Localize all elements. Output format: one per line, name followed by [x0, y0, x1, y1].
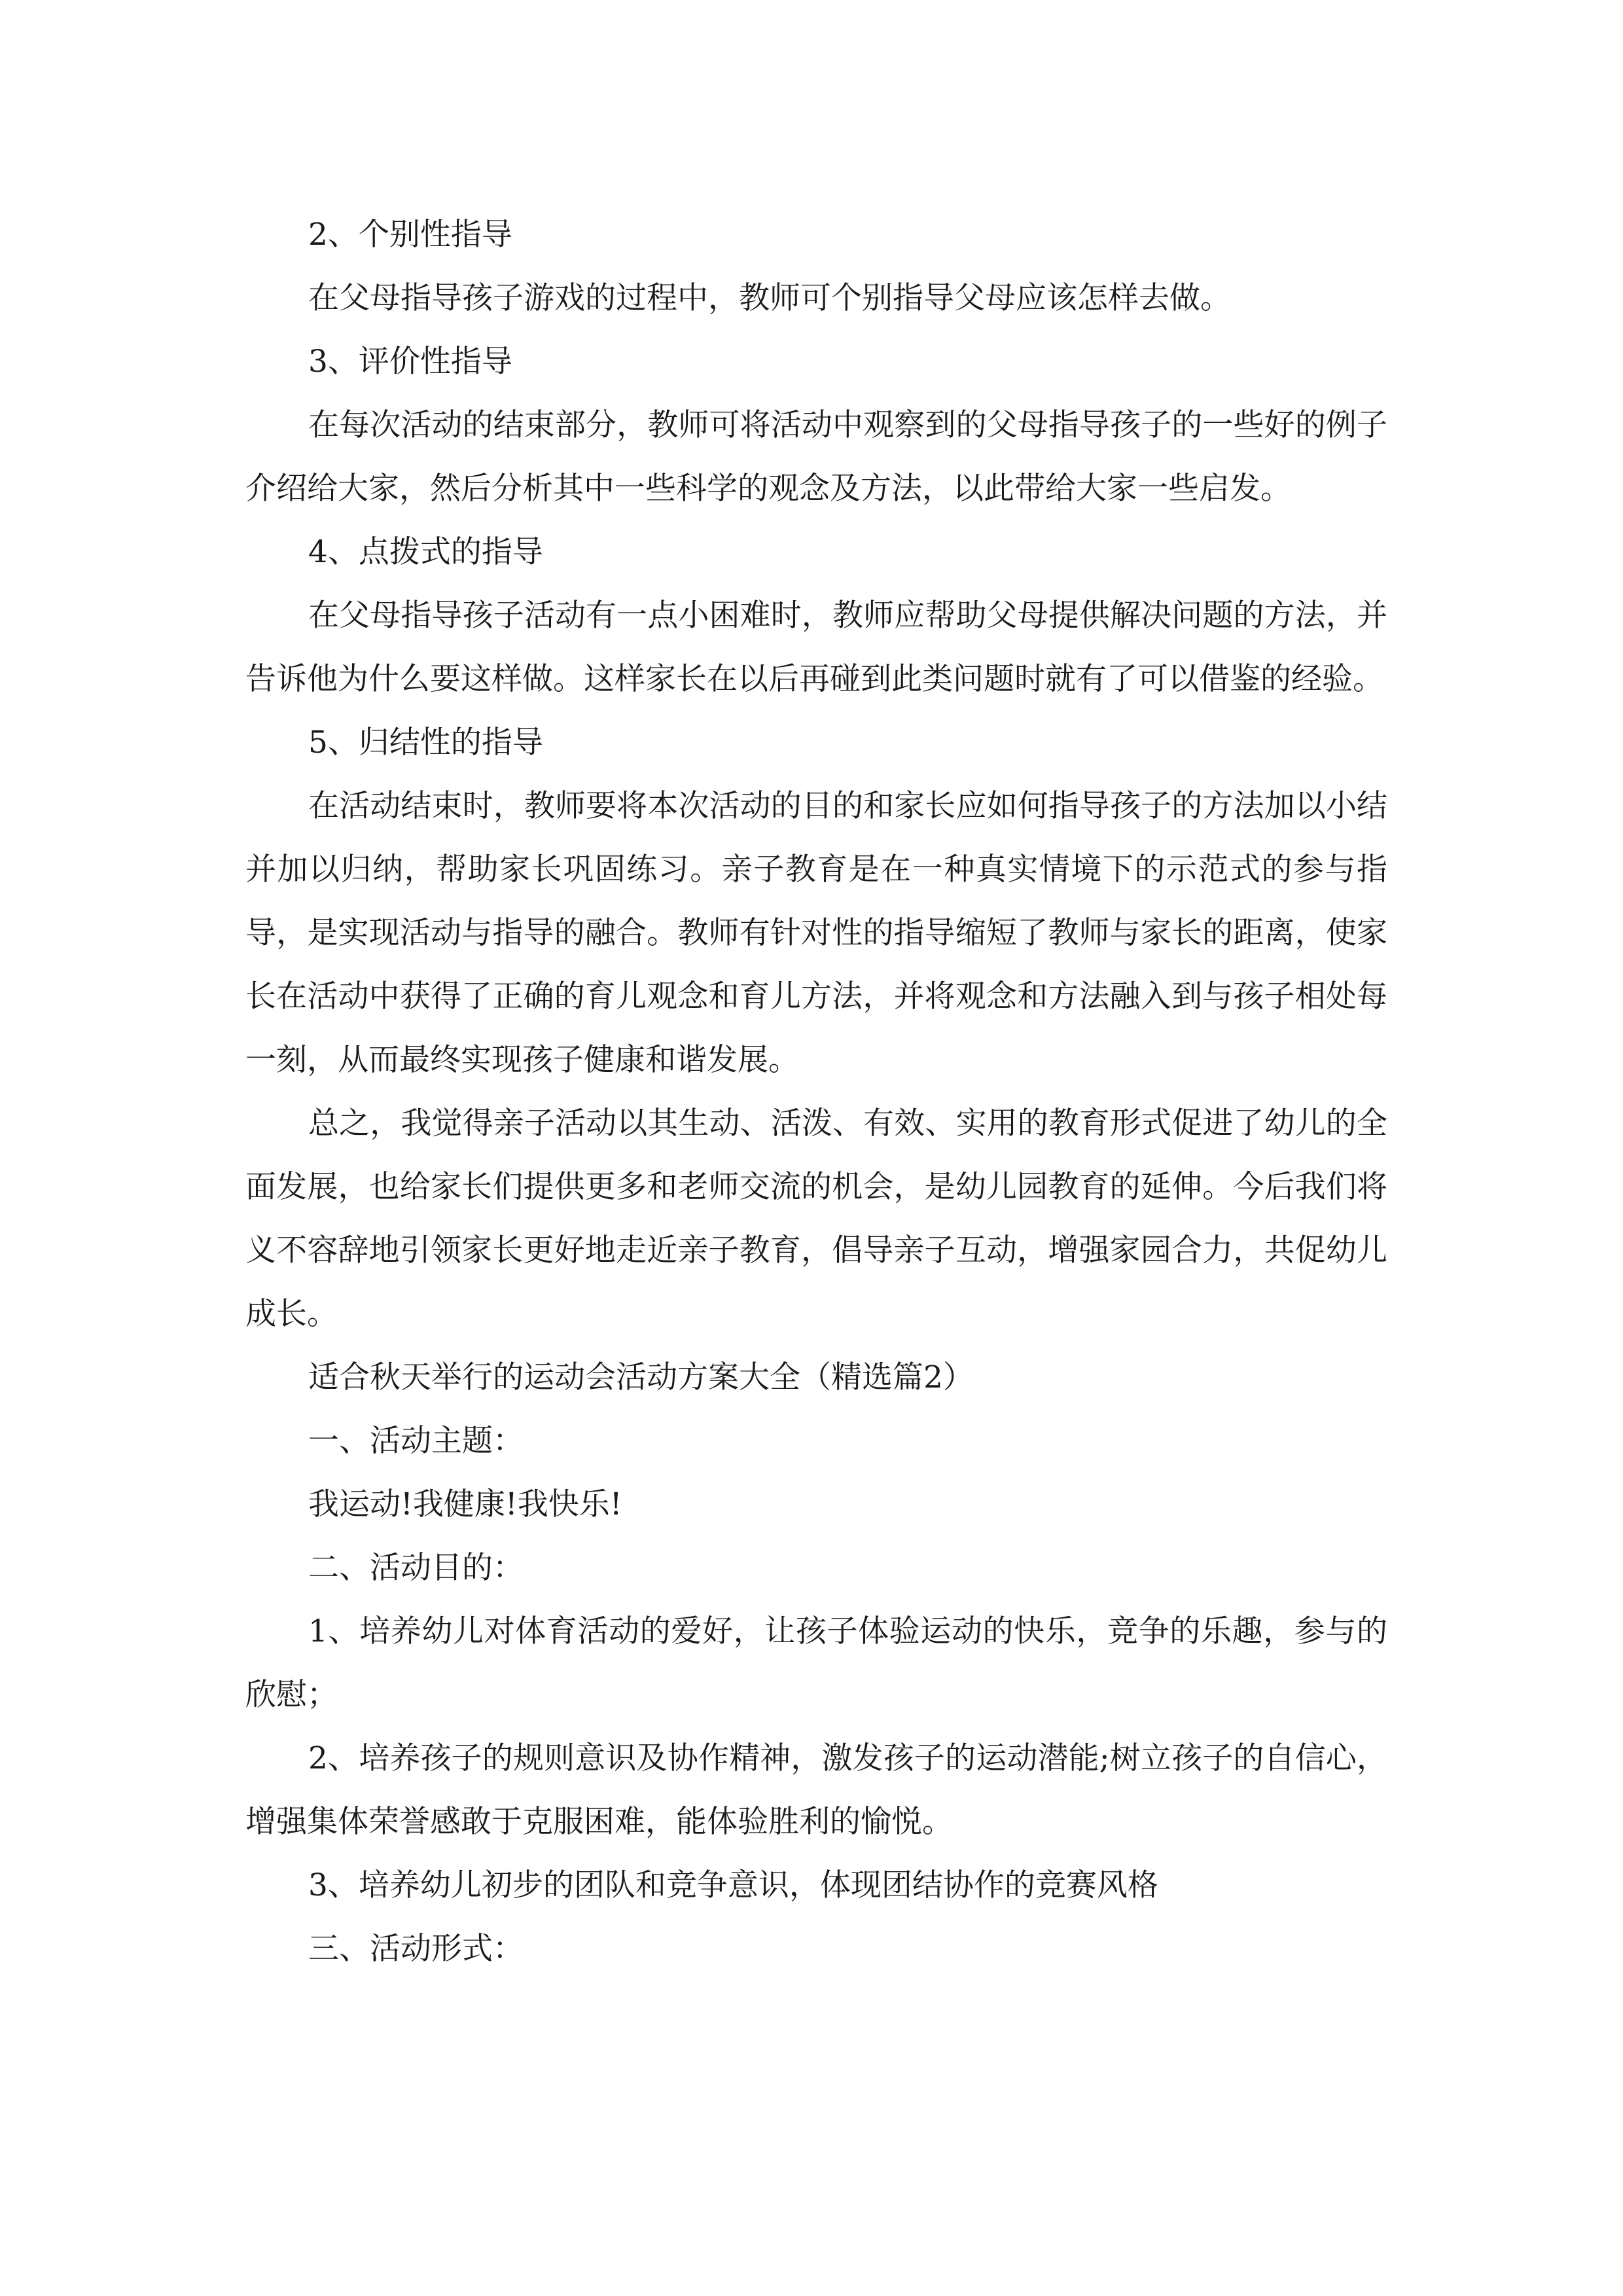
section-heading-activity-form: 三、活动形式：: [308, 1931, 524, 1967]
section-heading-activity-theme: 一、活动主题：: [308, 1423, 524, 1459]
purpose-item-2: 2、培养孩子的规则意识及协作精神，激发孩子的运动潜能;树立孩子的自信心，增强集体荣誉感敢于克服困难，能体验胜利的愉悦。: [245, 1740, 1387, 1840]
body-paragraph: 在父母指导孩子游戏的过程中，教师可个别指导父母应该怎样去做。: [308, 280, 1231, 316]
section-heading-individual-guidance: 2、个别性指导: [308, 217, 512, 253]
purpose-item-1: 1、培养幼儿对体育活动的爱好，让孩子体验运动的快乐，竞争的乐趣，参与的欣慰；: [245, 1613, 1387, 1713]
body-paragraph: 在父母指导孩子活动有一点小困难时，教师应帮助父母提供解决问题的方法，并告诉他为什么要这样做。这样家长在以后再碰到此类问题时就有了可以借鉴的经验。: [245, 598, 1387, 697]
section-heading-activity-purpose: 二、活动目的：: [308, 1550, 524, 1586]
body-paragraph: 在活动结束时，教师要将本次活动的目的和家长应如何指导孩子的方法加以小结并加以归纳，帮助家长巩固练习。亲子教育是在一种真实情境下的示范式的参与指导，是实现活动与指导的融合。教师有针对性的指导缩短了教师与家长的距离，使家长在活动中获得了正确的育儿观念和育儿方法，并将观念和方法融入到与孩子相处每一刻，从而最终实现孩子健康和谐发展。: [245, 788, 1387, 1078]
section-heading-pointing-guidance: 4、点拨式的指导: [308, 534, 543, 570]
purpose-item-3: 3、培养幼儿初步的团队和竞争意识，体现团结协作的竞赛风格: [308, 1867, 1158, 1903]
section-heading-summary-guidance: 5、归结性的指导: [308, 725, 543, 761]
activity-theme-text: 我运动!我健康!我快乐!: [308, 1486, 622, 1522]
conclusion-paragraph: 总之，我觉得亲子活动以其生动、活泼、有效、实用的教育形式促进了幼儿的全面发展，也给家长们提供更多和老师交流的机会，是幼儿园教育的延伸。今后我们将义不容辞地引领家长更好地走近亲子教育，倡导亲子互动，增强家园合力，共促幼儿成长。: [245, 1105, 1387, 1332]
body-paragraph: 在每次活动的结束部分，教师可将活动中观察到的父母指导孩子的一些好的例子介绍给大家，然后分析其中一些科学的观念及方法，以此带给大家一些启发。: [245, 407, 1387, 507]
article-title: 适合秋天举行的运动会活动方案大全（精选篇2）: [308, 1359, 974, 1395]
section-heading-evaluative-guidance: 3、评价性指导: [308, 344, 512, 380]
document-page: [245, 203, 1387, 1981]
